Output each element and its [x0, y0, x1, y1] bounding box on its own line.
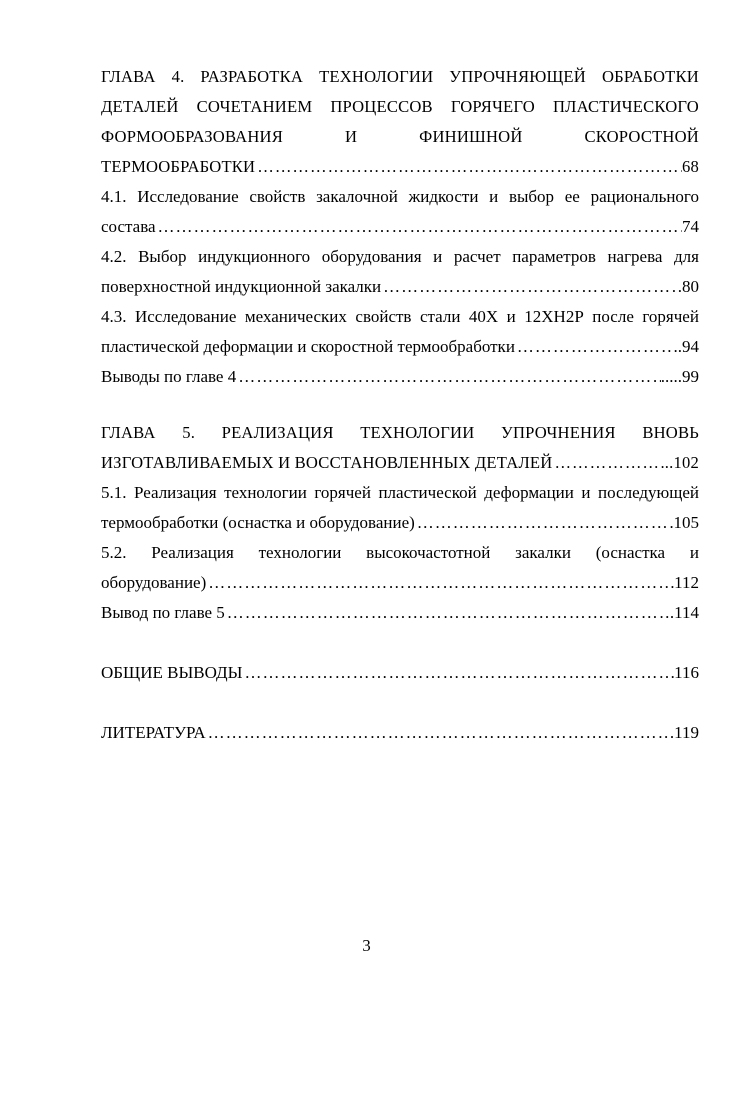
section-word: и [489, 187, 499, 206]
section-word: 40Х [468, 307, 499, 326]
section-word: и [689, 543, 699, 562]
dot-leader [255, 152, 682, 182]
section-word: последующей [598, 483, 699, 502]
heading-word: ГЛАВА [101, 67, 156, 86]
heading-text: ИЗГОТАВЛИВАЕМЫХ И ВОССТАНОВЛЕННЫХ ДЕТАЛЕЙ [101, 453, 553, 472]
section-word: и [506, 307, 516, 326]
heading-word: ПРОЦЕССОВ [330, 97, 433, 116]
section-word: 4.2. [101, 247, 127, 266]
section-word: (оснастка [595, 543, 666, 562]
section-word: ее [564, 187, 580, 206]
section-word: высокочастотной [366, 543, 491, 562]
heading-word: СКОРОСТНОЙ [584, 127, 699, 146]
section-word: горячей [314, 483, 371, 502]
section-word: 5.2. [101, 543, 127, 562]
heading-word: 5. [182, 423, 196, 442]
dot-leader [206, 568, 674, 598]
section-word: Исследование [137, 187, 239, 206]
page-ref: .114 [669, 603, 699, 622]
chapter4-heading-line4 [101, 152, 699, 182]
heading-word: ТЕХНОЛОГИИ [319, 67, 434, 86]
section-word: пластической [378, 483, 477, 502]
section-word: горячей [642, 307, 699, 326]
section-word: оборудования [321, 247, 422, 266]
section-word: Выбор [138, 247, 187, 266]
section-4-3-line2 [101, 332, 699, 362]
section-word: Реализация [151, 543, 234, 562]
section-word: технологии [258, 543, 342, 562]
section-word: Реализация [134, 483, 217, 502]
dot-leader [381, 272, 678, 302]
section-text: поверхностной индукционной закалки [101, 277, 382, 296]
page-ref: .119 [669, 723, 699, 742]
section-4-3-line1 [101, 302, 699, 332]
heading-word: ВНОВЬ [642, 423, 699, 442]
heading-word: ДЕТАЛЕЙ [101, 97, 179, 116]
section-word: 5.1. [101, 483, 127, 502]
section-word: индукционного [198, 247, 311, 266]
chapter5-heading-line1 [101, 418, 699, 448]
section-5-1-line2 [101, 508, 699, 538]
heading-word: СОЧЕТАНИЕМ [196, 97, 313, 116]
page-ref: 112 [674, 573, 699, 592]
page-ref: .....99 [660, 367, 699, 386]
section-text: оборудование) [101, 573, 207, 592]
section-word: технологии [224, 483, 307, 502]
section-word: закалки [515, 543, 571, 562]
section-word: рационального [590, 187, 699, 206]
heading-word: ТЕХНОЛОГИИ [360, 423, 475, 442]
dot-leader [156, 212, 682, 242]
section-word: и [581, 483, 591, 502]
section-4-1-line1 [101, 182, 699, 212]
page-ref: 68 [682, 157, 699, 176]
section-text: Вывод по главе 5 [101, 603, 225, 622]
chapter5-heading-line2 [101, 448, 699, 478]
section-word: жидкости [408, 187, 479, 206]
page-ref: ...102 [660, 453, 699, 472]
chapter5-conclusion [101, 598, 699, 628]
page-number: 3 [362, 936, 371, 955]
section-5-2-line1 [101, 538, 699, 568]
section-word: параметров [512, 247, 596, 266]
section-text: Выводы по главе 4 [101, 367, 237, 386]
section-5-2-line2 [101, 568, 699, 598]
page-ref: .80 [677, 277, 699, 296]
section-4-2-line2 [101, 272, 699, 302]
section-word: Исследование [134, 307, 237, 326]
dot-leader [515, 332, 674, 362]
section-word: механических [244, 307, 347, 326]
section-5-1-line1 [101, 478, 699, 508]
section-word: нагрева [607, 247, 663, 266]
section-text: ЛИТЕРАТУРА [101, 723, 206, 742]
dot-leader [242, 658, 674, 688]
table-of-contents [101, 62, 699, 748]
page-ref: 105 [673, 513, 699, 532]
heading-word: ОБРАБОТКИ [601, 67, 699, 86]
section-word: свойств [355, 307, 412, 326]
chapter4-conclusion [101, 362, 699, 392]
dot-leader [225, 598, 670, 628]
chapter4-heading-line2 [101, 92, 699, 122]
heading-word: 4. [171, 67, 185, 86]
heading-word: ФИНИШНОЙ [419, 127, 523, 146]
heading-word: ГЛАВА [101, 423, 156, 442]
section-word: и [433, 247, 443, 266]
dot-leader [236, 362, 661, 392]
section-4-1-line2 [101, 212, 699, 242]
general-conclusions-entry [101, 658, 699, 688]
section-word: деформации [484, 483, 574, 502]
section-word: 4.1. [101, 187, 127, 206]
section-word: выбор [508, 187, 555, 206]
page-ref: ..94 [673, 337, 699, 356]
page-ref: 74 [682, 217, 699, 236]
section-word: для [674, 247, 699, 266]
heading-word: ФОРМООБРАЗОВАНИЯ [101, 127, 283, 146]
section-word: 12ХН2Р [524, 307, 584, 326]
heading-word: РЕАЛИЗАЦИЯ [221, 423, 334, 442]
heading-word: И [344, 127, 358, 146]
section-word: после [592, 307, 634, 326]
section-4-2-line1 [101, 242, 699, 272]
heading-word: УПРОЧНЕНИЯ [501, 423, 616, 442]
dot-leader [415, 508, 674, 538]
dot-leader [206, 718, 670, 748]
section-word: закалочной [316, 187, 398, 206]
heading-word: ГОРЯЧЕГО [450, 97, 535, 116]
section-word: свойств [249, 187, 306, 206]
heading-word: УПРОЧНЯЮЩЕЙ [449, 67, 586, 86]
section-text: пластической деформации и скоростной термообработки [101, 337, 515, 356]
heading-text: ТЕРМООБРАБОТКИ [101, 157, 256, 176]
section-word: стали [419, 307, 461, 326]
chapter4-heading-line3 [101, 122, 699, 152]
section-text: состава [101, 217, 156, 236]
heading-word: ПЛАСТИЧЕСКОГО [553, 97, 699, 116]
chapter4-heading-line1 [101, 62, 699, 92]
literature-entry [101, 718, 699, 748]
heading-word: РАЗРАБОТКА [200, 67, 304, 86]
dot-leader [552, 448, 660, 478]
section-word: 4.3. [101, 307, 127, 326]
page-ref: 116 [674, 663, 699, 682]
section-word: расчет [453, 247, 501, 266]
section-text: термообработки (оснастка и оборудование) [101, 513, 415, 532]
section-text: ОБЩИЕ ВЫВОДЫ [101, 663, 243, 682]
